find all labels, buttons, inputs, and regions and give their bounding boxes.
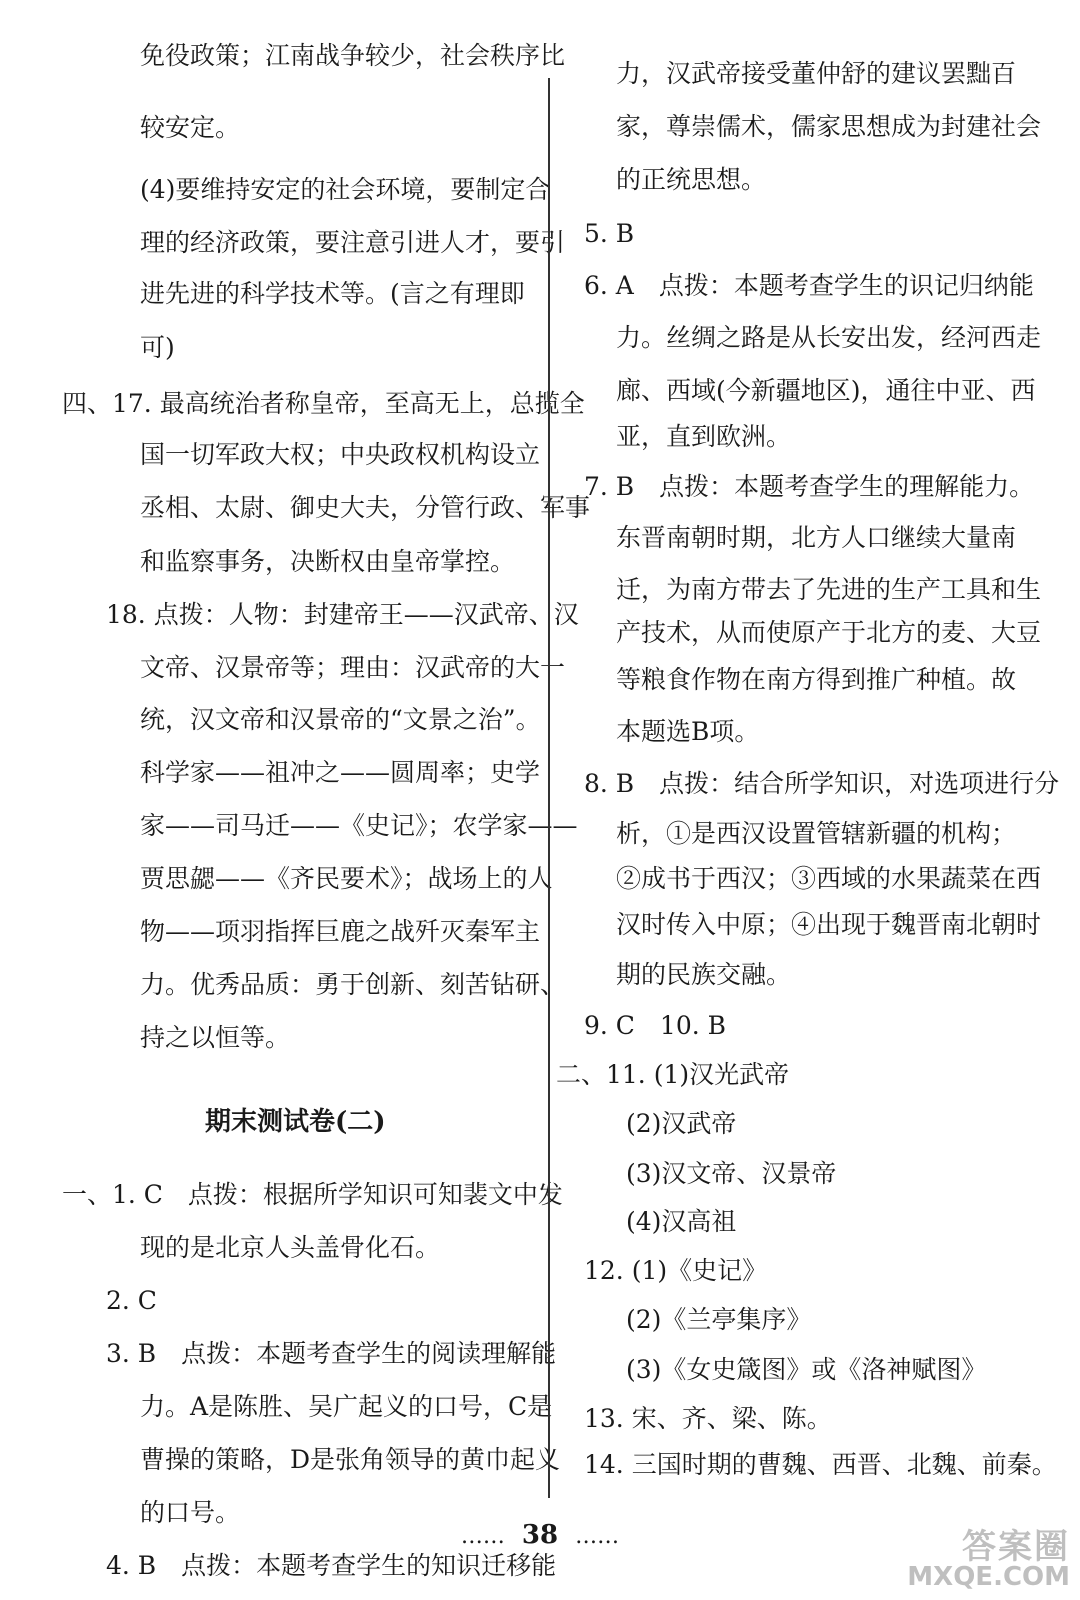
column-divider: [548, 78, 550, 1498]
text-line: 力。优秀品质：勇于创新、刻苦钻研、: [140, 970, 566, 999]
text-line: 18. 点拨：人物：封建帝王——汉武帝、汉: [106, 600, 579, 629]
text-line: 迁，为南方带去了先进的生产工具和生: [616, 575, 1042, 604]
text-line: 科学家——祖冲之——圆周率；史学: [140, 758, 541, 787]
text-line: 家，尊崇儒术，儒家思想成为封建社会: [616, 112, 1042, 141]
text-line: 和监察事务，决断权由皇帝掌控。: [140, 547, 516, 576]
text-line: 文帝、汉景帝等；理由：汉武帝的大一: [140, 653, 566, 682]
text-line: 物——项羽指挥巨鹿之战歼灭秦军主: [140, 917, 541, 946]
text-line: (4)汉高祖: [626, 1207, 737, 1236]
text-line: 曹操的策略，D是张角领导的黄巾起义: [140, 1445, 561, 1474]
text-line: 产技术，从而使原产于北方的麦、大豆: [616, 618, 1042, 647]
watermark-url: MXQE.COM: [907, 1562, 1070, 1592]
text-line: (3)《女史箴图》或《洛神赋图》: [626, 1355, 987, 1384]
text-line: 进先进的科学技术等。(言之有理即: [140, 279, 525, 308]
watermark: [907, 1527, 1070, 1592]
text-line: 力，汉武帝接受董仲舒的建议罢黜百: [616, 59, 1017, 88]
text-line: 6. A 点拨：本题考查学生的识记归纳能: [584, 271, 1034, 300]
text-line: 的口号。: [140, 1498, 241, 1527]
text-line: (3)汉文帝、汉景帝: [626, 1159, 837, 1188]
text-line: 8. B 点拨：结合所学知识，对选项进行分: [584, 769, 1060, 798]
text-line: 汉时传入中原；④出现于魏晋南北朝时: [616, 910, 1042, 939]
text-line: 本题选B项。: [616, 717, 760, 746]
text-line: 2. C: [106, 1286, 157, 1315]
watermark-logo: 答案圈: [962, 1527, 1070, 1567]
text-line: 4. B 点拨：本题考查学生的知识迁移能: [106, 1551, 557, 1580]
text-line: 国一切军政大权；中央政权机构设立: [140, 440, 541, 469]
text-line: 13. 宋、齐、梁、陈。: [584, 1404, 832, 1433]
text-line: 免役政策；江南战争较少，社会秩序比: [140, 41, 566, 70]
text-line: 亚，直到欧洲。: [616, 422, 792, 451]
text-line: 5. B: [584, 219, 635, 248]
text-line: 3. B 点拨：本题考查学生的阅读理解能: [106, 1339, 557, 1368]
text-line: (2)汉武帝: [626, 1109, 737, 1138]
text-line: 东晋南朝时期，北方人口继续大量南: [616, 523, 1017, 552]
text-line: 12. (1)《史记》: [584, 1256, 768, 1285]
text-line: 等粮食作物在南方得到推广种植。故: [616, 665, 1017, 694]
text-line: 的正统思想。: [616, 165, 767, 194]
text-line: 贾思勰——《齐民要术》；战场上的人: [140, 864, 553, 893]
text-line: 家——司马迁——《史记》；农学家——: [140, 811, 578, 840]
text-line: 廊、西域(今新疆地区)，通往中亚、西: [616, 376, 1036, 405]
text-line: 可): [140, 333, 175, 362]
text-line: 力。A是陈胜、吴广起义的口号，C是: [140, 1392, 553, 1421]
text-line: 较安定。: [140, 113, 241, 142]
text-line: 四、17. 最高统治者称皇帝，至高无上，总揽全: [62, 389, 585, 418]
page-number: 38: [521, 1520, 559, 1550]
text-line: 现的是北京人头盖骨化石。: [140, 1233, 441, 1262]
footer-dots-left: ……: [460, 1524, 505, 1549]
text-line: 期的民族交融。: [616, 960, 792, 989]
text-line: 14. 三国时期的曹魏、西晋、北魏、前秦。: [584, 1450, 1057, 1479]
text-line: (4)要维持安定的社会环境，要制定合: [140, 175, 551, 204]
text-line: 一、1. C 点拨：根据所学知识可知裴文中发: [62, 1180, 563, 1209]
footer-dots-right: ……: [575, 1524, 620, 1549]
text-line: ②成书于西汉；③西域的水果蔬菜在西: [616, 864, 1042, 893]
text-line: 二、11. (1)汉光武帝: [556, 1060, 790, 1089]
text-line: 力。丝绸之路是从长安出发，经河西走: [616, 323, 1042, 352]
text-line: 7. B 点拨：本题考查学生的理解能力。: [584, 472, 1035, 501]
text-line: 析，①是西汉设置管辖新疆的机构；: [616, 819, 1017, 848]
text-line: 9. C 10. B: [584, 1011, 727, 1040]
text-line: 丞相、太尉、御史大夫，分管行政、军事: [140, 493, 591, 522]
text-line: 持之以恒等。: [140, 1023, 291, 1052]
text-line: 统，汉文帝和汉景帝的“文景之治”。: [140, 705, 541, 734]
section-heading: 期末测试卷(二): [205, 1107, 386, 1137]
text-line: (2)《兰亭集序》: [626, 1305, 812, 1334]
text-line: 理的经济政策，要注意引进人才，要引: [140, 228, 566, 257]
